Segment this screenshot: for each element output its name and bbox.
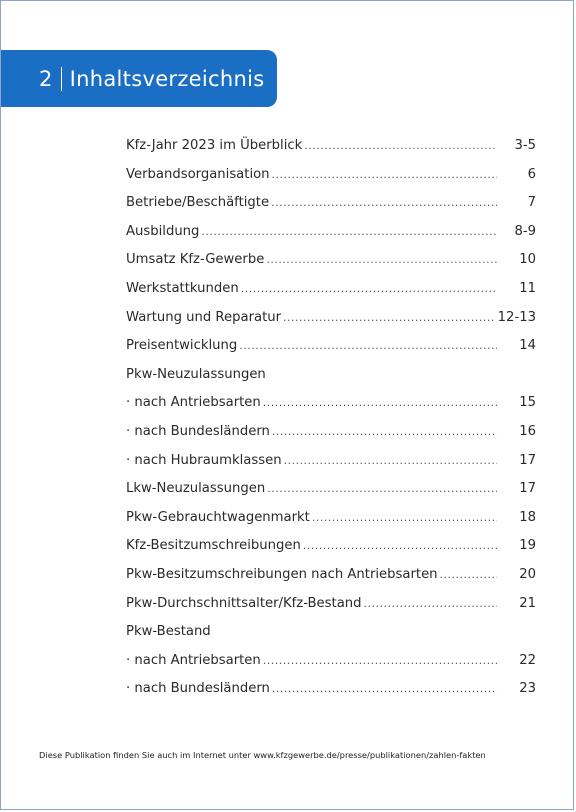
toc-entry-page: 18 [519,509,536,525]
toc-entry [126,510,536,539]
toc-entry-page: 14 [519,338,536,354]
toc-entry-title: Kfz-Besitzumschreibungen [126,538,301,554]
toc-leader-dots [272,682,497,695]
toc-entry [126,596,536,625]
toc-entry-title: Kfz-Jahr 2023 im Überblick [126,138,303,153]
toc-leader-dots [303,539,497,552]
toc-entry-title: Lkw-Neuzulassungen [126,481,266,497]
toc-entry [126,538,536,567]
toc-entry-page: 6 [527,166,536,182]
toc-leader-dots [440,568,497,581]
toc-entry-page: 12-13 [497,309,536,325]
toc-leader-dots [263,396,497,409]
toc-entry-title: · nach Hubraumklassen [126,452,282,468]
toc-entry-title: · nach Antriebsarten [126,652,261,668]
toc-leader-dots [284,454,497,467]
toc-entry-title: Ausbildung [126,223,200,239]
toc-leader-dots [241,282,497,295]
chapter-number: 2 [39,66,53,91]
toc-leader-dots [201,225,497,238]
toc-entry-title: Wartung und Reparatur [126,309,282,325]
toc-entry [126,338,536,367]
toc-entry-page: 11 [519,280,536,296]
toc-entry-page: 21 [519,595,536,611]
toc-entry-title: Pkw-Bestand [126,624,211,640]
footer-note: Diese Publikation finden Sie auch im Internet unter www.kfzgewerbe.de/presse/publikationen/zahlen-fakten [39,750,486,760]
toc-entry-title: Pkw-Besitzumschreibungen nach Antriebsarten [126,566,438,582]
toc-entry-title: Verbandsorganisation [126,166,270,182]
toc-entry-page: 23 [519,681,536,697]
toc-leader-dots [271,196,497,209]
toc-entry-page: 16 [519,423,536,439]
toc-entry [126,624,536,653]
toc-entry-title: Preisentwicklung [126,338,238,354]
toc-entry [126,424,536,453]
toc-leader-dots [272,425,497,438]
toc-leader-dots [267,482,497,495]
toc-entry [126,195,536,224]
chapter-title: Inhaltsverzeichnis [69,66,265,91]
toc-entry [126,252,536,281]
toc-entry [126,453,536,482]
toc-entry-title: · nach Bundesländern [126,423,270,439]
toc-entry-page: 3-5 [514,138,536,153]
toc-leader-dots [272,168,497,181]
toc-entry [126,567,536,596]
toc-entry [126,281,536,310]
toc-entry-page: 17 [519,481,536,497]
toc-entry-page: 22 [519,652,536,668]
toc-entry [126,481,536,510]
toc-entry-page: 19 [519,538,536,554]
toc-entry-title: Betriebe/Beschäftigte [126,195,270,211]
toc-entry-title: Pkw-Neuzulassungen [126,366,266,382]
toc-entry-title: · nach Antriebsarten [126,395,261,411]
toc-entry [126,367,536,396]
toc-entry [126,138,536,167]
toc-entry-title: Werkstattkunden [126,280,239,296]
toc-entry-page: 10 [519,252,536,268]
toc-leader-dots [283,311,495,324]
toc-leader-dots [312,511,497,524]
toc-entry-page: 7 [527,195,536,211]
toc-entry [126,224,536,253]
toc-leader-dots [239,339,497,352]
toc-leader-dots [364,597,497,610]
toc-entry-title: · nach Bundesländern [126,681,270,697]
toc-leader-dots [263,654,497,667]
chapter-separator [61,67,62,91]
toc-entry-page: 15 [519,395,536,411]
toc-entry [126,653,536,682]
toc-leader-dots [304,139,497,152]
toc-entry-title: Pkw-Gebrauchtwagenmarkt [126,509,310,525]
table-of-contents [126,138,536,710]
toc-entry-title: Umsatz Kfz-Gewerbe [126,252,265,268]
chapter-header [1,50,277,107]
toc-entry-title: Pkw-Durchschnittsalter/Kfz-Bestand [126,595,362,611]
toc-entry [126,395,536,424]
toc-entry-page: 8-9 [514,223,536,239]
toc-entry [126,310,536,339]
toc-entry [126,681,536,710]
toc-entry [126,167,536,196]
toc-entry-page: 20 [519,566,536,582]
toc-entry-page: 17 [519,452,536,468]
toc-leader-dots [266,253,497,266]
